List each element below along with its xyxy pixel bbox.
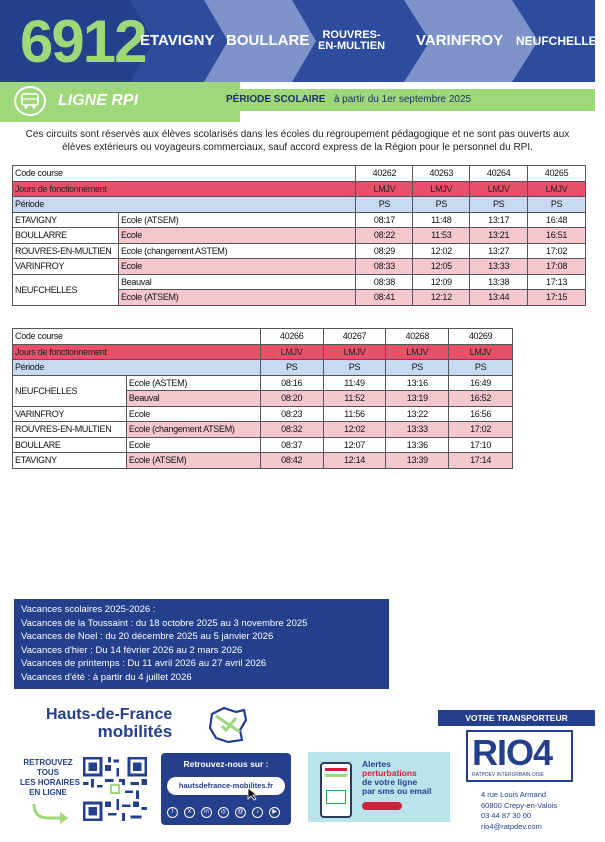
vacances-line: Vacances d'été : à partir du 4 juillet 2026 bbox=[21, 671, 192, 683]
facebook-icon[interactable]: f bbox=[167, 807, 178, 818]
time-cell: 08:42 bbox=[260, 453, 323, 469]
vacances-line: Vacances de la Toussaint : du 18 octobre 2025 au 3 novembre 2025 bbox=[21, 617, 308, 629]
stop-name: ROUVRES-EN-MULTIEN bbox=[13, 422, 127, 438]
rio4-sub: RATPDEV INTERURBAIN OISE bbox=[472, 772, 544, 778]
periode-cell: PS bbox=[470, 197, 528, 213]
table-row bbox=[13, 375, 513, 391]
line-type-label: LIGNE RPI bbox=[58, 92, 139, 109]
table-row bbox=[13, 453, 513, 469]
time-cell: 08:37 bbox=[260, 437, 323, 453]
time-cell: 13:33 bbox=[470, 259, 528, 275]
jours-row bbox=[13, 344, 513, 360]
timetable-retour bbox=[12, 328, 513, 469]
time-cell: 08:29 bbox=[356, 243, 413, 259]
stop-name: ETAVIGNY bbox=[13, 212, 119, 228]
time-cell: 08:17 bbox=[356, 212, 413, 228]
periode-cell: PS bbox=[413, 197, 470, 213]
stop-point: Ecole (changement ATSEM) bbox=[126, 422, 260, 438]
time-cell: 16:56 bbox=[449, 406, 513, 422]
time-cell: 13:21 bbox=[470, 228, 528, 244]
stop-name: NEUFCHELLES bbox=[13, 274, 119, 305]
qr-code[interactable] bbox=[80, 752, 150, 826]
stop-label: ROUVRES- EN-MULTIEN bbox=[318, 29, 386, 52]
jours-label: Jours de fonctionnement bbox=[13, 344, 261, 360]
stop-point: Ecole (ATSEM) bbox=[118, 290, 355, 306]
time-cell: 13:38 bbox=[470, 274, 528, 290]
address-line: 4 rue Louis Armand bbox=[481, 790, 547, 799]
alert-line: perturbations bbox=[362, 768, 417, 778]
transporteur-address bbox=[481, 790, 557, 832]
alert-line: Alertes bbox=[362, 759, 391, 769]
time-cell: 11:52 bbox=[323, 391, 386, 407]
time-cell: 12:07 bbox=[323, 437, 386, 453]
jours-cell: LMJV bbox=[449, 344, 513, 360]
website-box bbox=[161, 753, 291, 825]
stop-point: Ecole (ATSEM) bbox=[118, 212, 355, 228]
stop-name: BOULLARRE bbox=[13, 228, 119, 244]
vacances-line: Vacances scolaires 2025-2026 : bbox=[21, 604, 156, 615]
time-cell: 12:09 bbox=[413, 274, 470, 290]
periode-row bbox=[13, 197, 586, 213]
stop-name: VARINFROY bbox=[13, 259, 119, 275]
time-cell: 11:48 bbox=[413, 212, 470, 228]
time-cell: 17:02 bbox=[528, 243, 586, 259]
alert-line: par sms ou email bbox=[362, 786, 432, 796]
phone-icon bbox=[320, 762, 352, 818]
linkedin-icon[interactable]: in bbox=[201, 807, 212, 818]
website-link[interactable]: hautsdefrance-mobilites.fr bbox=[167, 777, 285, 795]
intro-text: Ces circuits sont réservés aux élèves scolarisés dans les écoles du regroupement pédagogique et ne sont pas ouverts aux élèves extérieurs ou voyageurs commerciaux, sauf accord express de la Région pour le personnel du RPI. bbox=[25, 129, 570, 153]
code-cell: 40268 bbox=[386, 329, 449, 345]
stop-varinfroy bbox=[416, 0, 504, 82]
table-row bbox=[13, 406, 513, 422]
jours-cell: LMJV bbox=[470, 181, 528, 197]
jours-row bbox=[13, 181, 586, 197]
stop-name: ROUVRES-EN-MULTIEN bbox=[13, 243, 119, 259]
bus-icon bbox=[14, 86, 46, 116]
code-row bbox=[13, 329, 513, 345]
header bbox=[0, 0, 605, 82]
time-cell: 12:02 bbox=[323, 422, 386, 438]
code-cell: 40262 bbox=[356, 166, 413, 182]
time-cell: 08:16 bbox=[260, 375, 323, 391]
periode-date: à partir du 1er septembre 2025 bbox=[333, 94, 472, 105]
periode-cell: PS bbox=[449, 360, 513, 376]
stop-point: Ecole bbox=[118, 228, 355, 244]
time-cell: 16:52 bbox=[449, 391, 513, 407]
stop-name: VARINFROY bbox=[13, 406, 127, 422]
time-cell: 17:14 bbox=[449, 453, 513, 469]
time-cell: 17:02 bbox=[449, 422, 513, 438]
time-cell: 08:20 bbox=[260, 391, 323, 407]
time-cell: 13:39 bbox=[386, 453, 449, 469]
time-cell: 16:48 bbox=[528, 212, 586, 228]
periode-cell: PS bbox=[260, 360, 323, 376]
time-cell: 12:14 bbox=[323, 453, 386, 469]
vacances-line: Vacances de printemps : Du 11 avril 2026 au 27 avril 2026 bbox=[21, 658, 267, 670]
time-cell: 13:36 bbox=[386, 437, 449, 453]
time-cell: 13:17 bbox=[470, 212, 528, 228]
vacances-box bbox=[14, 599, 389, 689]
time-cell: 13:44 bbox=[470, 290, 528, 306]
table-row bbox=[13, 243, 586, 259]
stop-etavigny bbox=[140, 0, 215, 82]
stop-label: ETAVIGNY bbox=[140, 32, 215, 49]
stop-name: NEUFCHELLES bbox=[13, 375, 127, 406]
jours-cell: LMJV bbox=[386, 344, 449, 360]
code-row bbox=[13, 166, 586, 182]
stop-point: Ecole (ASTEM) bbox=[126, 375, 260, 391]
jours-cell: LMJV bbox=[413, 181, 470, 197]
stop-neufchelles bbox=[516, 0, 605, 82]
time-cell: 11:56 bbox=[323, 406, 386, 422]
stop-rouvres bbox=[318, 0, 402, 82]
time-cell: 16:49 bbox=[449, 375, 513, 391]
table-row bbox=[13, 212, 586, 228]
time-cell: 12:02 bbox=[413, 243, 470, 259]
jours-cell: LMJV bbox=[260, 344, 323, 360]
vacances-line: Vacances d'hier : Du 14 février 2026 au 2 mars 2026 bbox=[21, 644, 243, 656]
code-label: Code course bbox=[13, 329, 261, 345]
alert-subscribe-button[interactable] bbox=[362, 802, 402, 810]
france-map-icon bbox=[206, 706, 250, 744]
time-cell: 08:41 bbox=[356, 290, 413, 306]
code-cell: 40267 bbox=[323, 329, 386, 345]
stop-label: VARINFROY bbox=[416, 32, 504, 49]
tiktok-icon[interactable]: ♪ bbox=[252, 807, 263, 818]
table-row bbox=[13, 422, 513, 438]
time-cell: 08:23 bbox=[260, 406, 323, 422]
code-cell: 40264 bbox=[470, 166, 528, 182]
code-cell: 40266 bbox=[260, 329, 323, 345]
timetable-aller bbox=[12, 165, 586, 306]
periode-cell: PS bbox=[386, 360, 449, 376]
stop-point: Beauval bbox=[126, 391, 260, 407]
time-cell: 12:12 bbox=[413, 290, 470, 306]
cursor-icon bbox=[247, 787, 259, 801]
time-cell: 11:49 bbox=[323, 375, 386, 391]
periode-cell: PS bbox=[323, 360, 386, 376]
stop-name: ETAVIGNY bbox=[13, 453, 127, 469]
stop-point: Ecole (ATSEM) bbox=[126, 453, 260, 469]
alert-line: de votre ligne bbox=[362, 777, 418, 787]
alert-promo[interactable] bbox=[308, 752, 450, 822]
time-cell: 08:33 bbox=[356, 259, 413, 275]
stop-boullare bbox=[226, 0, 310, 82]
stop-point: Ecole bbox=[126, 406, 260, 422]
table-row bbox=[13, 259, 586, 275]
time-cell: 08:22 bbox=[356, 228, 413, 244]
stop-point: Ecole (changement ASTEM) bbox=[118, 243, 355, 259]
jours-cell: LMJV bbox=[528, 181, 586, 197]
periode-label: Période bbox=[13, 197, 356, 213]
jours-cell: LMJV bbox=[323, 344, 386, 360]
line-number: 6912 bbox=[20, 8, 146, 75]
periode-cell: PS bbox=[356, 197, 413, 213]
periode-label: PÉRIODE SCOLAIRE bbox=[226, 94, 326, 105]
stop-label: BOULLARE bbox=[226, 32, 310, 49]
stop-point: Beauval bbox=[118, 274, 355, 290]
time-cell: 16:51 bbox=[528, 228, 586, 244]
transporteur-label: VOTRE TRANSPORTEUR bbox=[438, 710, 595, 726]
phone-number: 03 44 87 30 00 bbox=[481, 811, 532, 820]
time-cell: 17:15 bbox=[528, 290, 586, 306]
jours-label: Jours de fonctionnement bbox=[13, 181, 356, 197]
code-label: Code course bbox=[13, 166, 356, 182]
time-cell: 13:16 bbox=[386, 375, 449, 391]
stop-name: BOULLARE bbox=[13, 437, 127, 453]
time-cell: 17:08 bbox=[528, 259, 586, 275]
code-cell: 40269 bbox=[449, 329, 513, 345]
table-row bbox=[13, 274, 586, 290]
code-cell: 40265 bbox=[528, 166, 586, 182]
periode-row bbox=[13, 360, 513, 376]
rio4-logo bbox=[466, 730, 573, 782]
email-address: rio4@ratpdev.com bbox=[481, 821, 542, 831]
x-icon[interactable]: X bbox=[184, 807, 195, 818]
time-cell: 17:13 bbox=[528, 274, 586, 290]
alert-text bbox=[362, 760, 431, 796]
stop-label: NEUFCHELLES bbox=[516, 34, 605, 48]
stop-point: Ecole bbox=[118, 259, 355, 275]
periode-info bbox=[226, 94, 471, 105]
address-line: 60800 Crepy-en-Valois bbox=[481, 800, 558, 810]
vacances-line: Vacances de Noel : du 20 décembre 2025 au 5 janvier 2026 bbox=[21, 631, 274, 643]
hdf-sub: mobilités bbox=[97, 722, 173, 741]
table-row bbox=[13, 437, 513, 453]
stop-point: Ecole bbox=[126, 437, 260, 453]
retrouvez-label: RETROUVEZ TOUS LES HORAIRES EN LIGNE bbox=[20, 758, 81, 797]
youtube-icon[interactable]: ▶ bbox=[269, 807, 280, 818]
periode-label: Période bbox=[13, 360, 261, 376]
instagram-icon[interactable]: ◎ bbox=[218, 807, 229, 818]
time-cell: 12:05 bbox=[413, 259, 470, 275]
hdf-mobilites-logo bbox=[46, 706, 172, 742]
periode-cell: PS bbox=[528, 197, 586, 213]
web-title: Retrouvez-nous sur : bbox=[183, 759, 269, 769]
time-cell: 11:53 bbox=[413, 228, 470, 244]
time-cell: 13:27 bbox=[470, 243, 528, 259]
time-cell: 13:22 bbox=[386, 406, 449, 422]
threads-icon[interactable]: @ bbox=[235, 807, 246, 818]
time-cell: 08:38 bbox=[356, 274, 413, 290]
time-cell: 13:33 bbox=[386, 422, 449, 438]
table-row bbox=[13, 228, 586, 244]
rio4-text: RIO4 bbox=[472, 732, 553, 773]
code-cell: 40263 bbox=[413, 166, 470, 182]
time-cell: 17:10 bbox=[449, 437, 513, 453]
jours-cell: LMJV bbox=[356, 181, 413, 197]
time-cell: 08:32 bbox=[260, 422, 323, 438]
hdf-title: Hauts-de-France bbox=[46, 706, 173, 723]
time-cell: 13:19 bbox=[386, 391, 449, 407]
arrow-right-icon bbox=[30, 802, 70, 826]
